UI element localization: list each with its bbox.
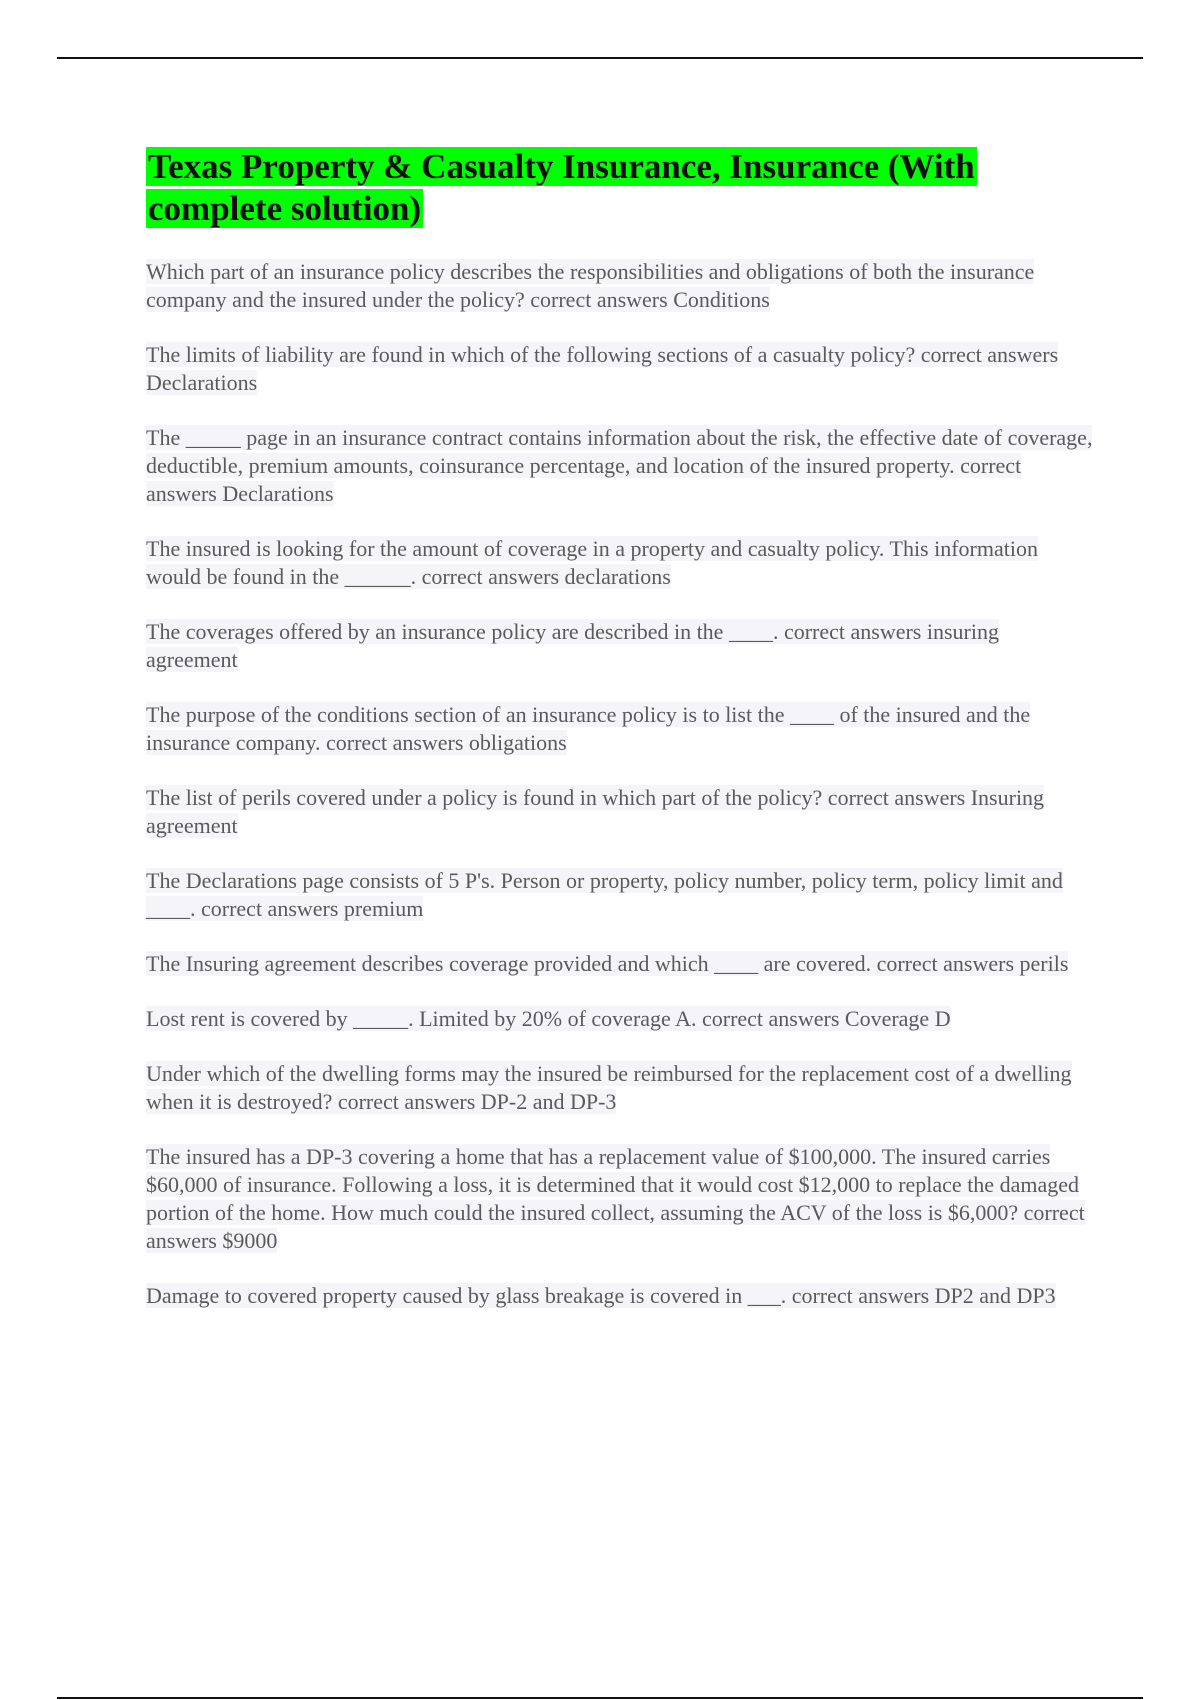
qa-list <box>146 258 1096 1310</box>
document-body <box>146 146 1096 1337</box>
qa-item: The insured is looking for the amount of coverage in a property and casualty policy. This information would be found in the ______. correct answers declarations <box>146 536 1038 589</box>
qa-item: Under which of the dwelling forms may the insured be reimbursed for the replacement cost of a dwelling when it is destroyed? correct answers DP-2 and DP-3 <box>146 1061 1072 1114</box>
qa-item: Damage to covered property caused by glass breakage is covered in ___. correct answers DP2 and DP3 <box>146 1283 1056 1308</box>
qa-item: The list of perils covered under a policy is found in which part of the policy? correct answers Insuring agreement <box>146 785 1045 838</box>
qa-item: The limits of liability are found in which of the following sections of a casualty policy? correct answers Declarations <box>146 342 1059 395</box>
document-title <box>146 146 1096 230</box>
qa-item: The purpose of the conditions section of an insurance policy is to list the ____ of the insured and the insurance company. correct answers obligations <box>146 702 1031 755</box>
bottom-rule <box>57 1697 1143 1699</box>
qa-item: The coverages offered by an insurance policy are described in the ____. correct answers insuring agreement <box>146 619 999 672</box>
qa-item: The Insuring agreement describes coverage provided and which ____ are covered. correct answers perils <box>146 951 1069 976</box>
qa-item: Lost rent is covered by _____. Limited by 20% of coverage A. correct answers Coverage D <box>146 1006 951 1031</box>
top-rule <box>57 57 1143 59</box>
document-title-text: Texas Property & Casualty Insurance, Insurance (With complete solution) <box>148 147 975 228</box>
qa-item: Which part of an insurance policy describes the responsibilities and obligations of both the insurance company and the insured under the policy? correct answers Conditions <box>146 259 1035 312</box>
qa-item: The insured has a DP-3 covering a home that has a replacement value of $100,000. The insured carries $60,000 of insurance. Following a loss, it is determined that it would cost $12,000 to replace the damaged portion of the home. How much could the insured collect, assuming the ACV of the loss is $6,000? correct answers $9000 <box>146 1144 1085 1253</box>
qa-item: The Declarations page consists of 5 P's. Person or property, policy number, policy term, policy limit and ____. correct answers premium <box>146 868 1063 921</box>
qa-item: The _____ page in an insurance contract contains information about the risk, the effective date of coverage, deductible, premium amounts, coinsurance percentage, and location of the insured property. correct answers Declarations <box>146 425 1093 506</box>
